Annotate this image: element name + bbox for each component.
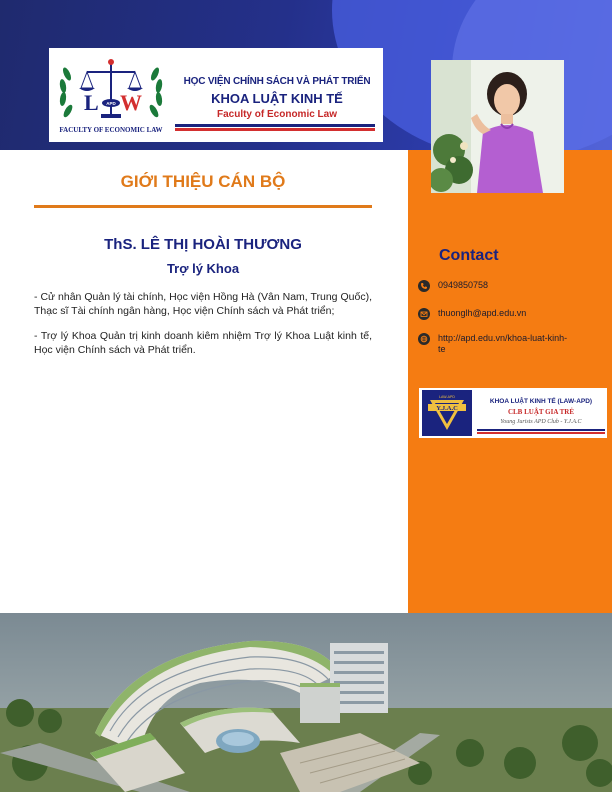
svg-text:L: L — [84, 90, 99, 115]
profile-photo-image — [431, 60, 564, 193]
website-link[interactable]: http://apd.edu.vn/khoa-luat-kinh-te — [438, 333, 568, 354]
contact-phone — [418, 280, 598, 292]
club-stripe-red — [477, 432, 605, 434]
campus-building-illustration — [0, 613, 612, 792]
bio-paragraph: - Cử nhân Quản lý tài chính, Học viện Hồng Hà (Vân Nam, Trung Quốc), Thạc sĩ Tài chính ngân hàng, Học viện Chính sách và Phát triển; — [34, 291, 372, 317]
email-icon — [418, 308, 430, 320]
bio-paragraph: - Trợ lý Khoa Quản trị kinh doanh kiêm nhiệm Trợ lý Khoa Luật kinh tế, Học viện Chính sách và Phát triển. — [34, 330, 372, 356]
svg-text:APD: APD — [106, 101, 116, 106]
profile-photo — [431, 60, 564, 193]
person-name: ThS. LÊ THỊ HOÀI THƯƠNG — [104, 236, 302, 253]
phone-number[interactable]: 0949850758 — [438, 280, 489, 290]
logo-stripe-blue — [175, 124, 375, 127]
faculty-logo — [49, 48, 383, 142]
institute-name: HỌC VIỆN CHÍNH SÁCH VÀ PHÁT TRIỂN — [183, 76, 371, 87]
title-divider — [34, 205, 372, 208]
faculty-name-english: Faculty of Economic Law — [216, 109, 338, 120]
club-name: CLB LUẬT GIA TRẺ — [507, 408, 575, 416]
club-stripe-blue — [477, 429, 605, 431]
contact-website — [418, 333, 598, 355]
campus-building-image — [0, 613, 612, 792]
person-role: Trợ lý Khoa — [166, 261, 240, 276]
faculty-name: KHOA LUẬT KINH TẾ — [211, 91, 343, 106]
yjac-emblem-icon — [422, 390, 472, 436]
section-title: GIỚI THIỆU CÁN BỘ — [120, 172, 286, 191]
svg-text:LAW-APD: LAW-APD — [439, 395, 455, 399]
yjac-emblem-text: Y.J.A.C — [436, 405, 458, 412]
person-bio — [34, 291, 372, 369]
email-address[interactable]: thuonglh@apd.edu.vn — [438, 308, 527, 318]
club-logo — [419, 388, 607, 438]
contact-email — [418, 308, 598, 320]
logo-faculty-label: FACULTY OF ECONOMIC LAW — [59, 126, 163, 134]
svg-text:W: W — [120, 90, 142, 115]
contact-title: Contact — [439, 247, 499, 264]
club-name-english: Young Jurists APD Club - Y.J.A.C — [500, 419, 582, 425]
logo-stripe-red — [175, 128, 375, 131]
phone-icon — [418, 280, 430, 292]
globe-icon — [418, 333, 430, 345]
club-faculty-name: KHOA LUẬT KINH TẾ (LAW-APD) — [489, 398, 593, 405]
